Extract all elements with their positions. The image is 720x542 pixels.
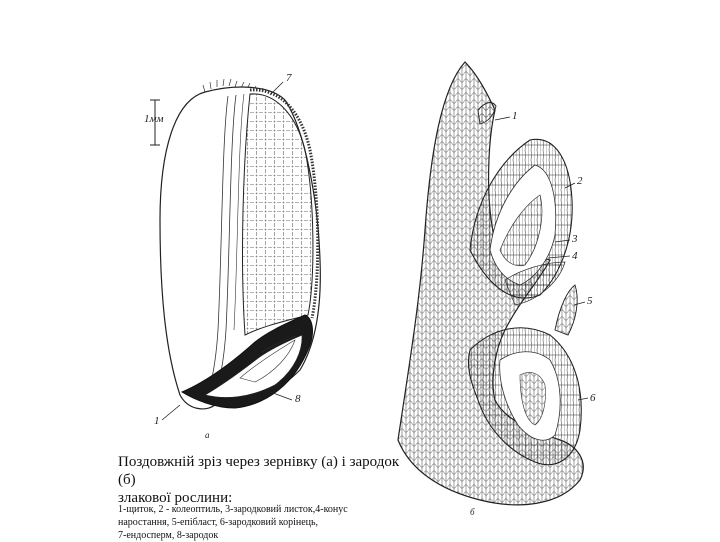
embryo-label-1: 1 [512, 110, 518, 122]
figure-caption [118, 453, 418, 507]
scale-bar-label: 1мм [144, 113, 164, 125]
figure-b-sublabel: б [470, 507, 475, 517]
grain-label-7: 7 [286, 72, 292, 84]
embryo-label-4: 4 [572, 250, 578, 262]
caption-line-1: Поздовжній зріз через зернівку (а) і зародок (б) [118, 454, 400, 488]
embryo-label-6: 6 [590, 392, 596, 404]
embryo-label-2: 2 [577, 175, 583, 187]
legend-line-2: наростання, 5-епібласт, 6-зародковий корінець, [118, 517, 319, 528]
legend-line-1: 1-щиток, 2 - колеоптиль, 3-зародковий листок,4-конус [118, 504, 348, 515]
caption-line-2: злакової рослини: [118, 490, 233, 506]
grain-label-1: 1 [154, 415, 160, 427]
legend-line-3: 7-ендосперм, 8-зародок [118, 530, 219, 541]
embryo-label-5: 5 [587, 295, 593, 307]
figure-legend [118, 503, 418, 542]
grain-label-8: 8 [295, 393, 301, 405]
grain-figure [150, 79, 320, 420]
embryo-figure [398, 62, 588, 505]
embryo-label-3: 3 [572, 233, 578, 245]
figure-a-sublabel: а [205, 430, 210, 440]
